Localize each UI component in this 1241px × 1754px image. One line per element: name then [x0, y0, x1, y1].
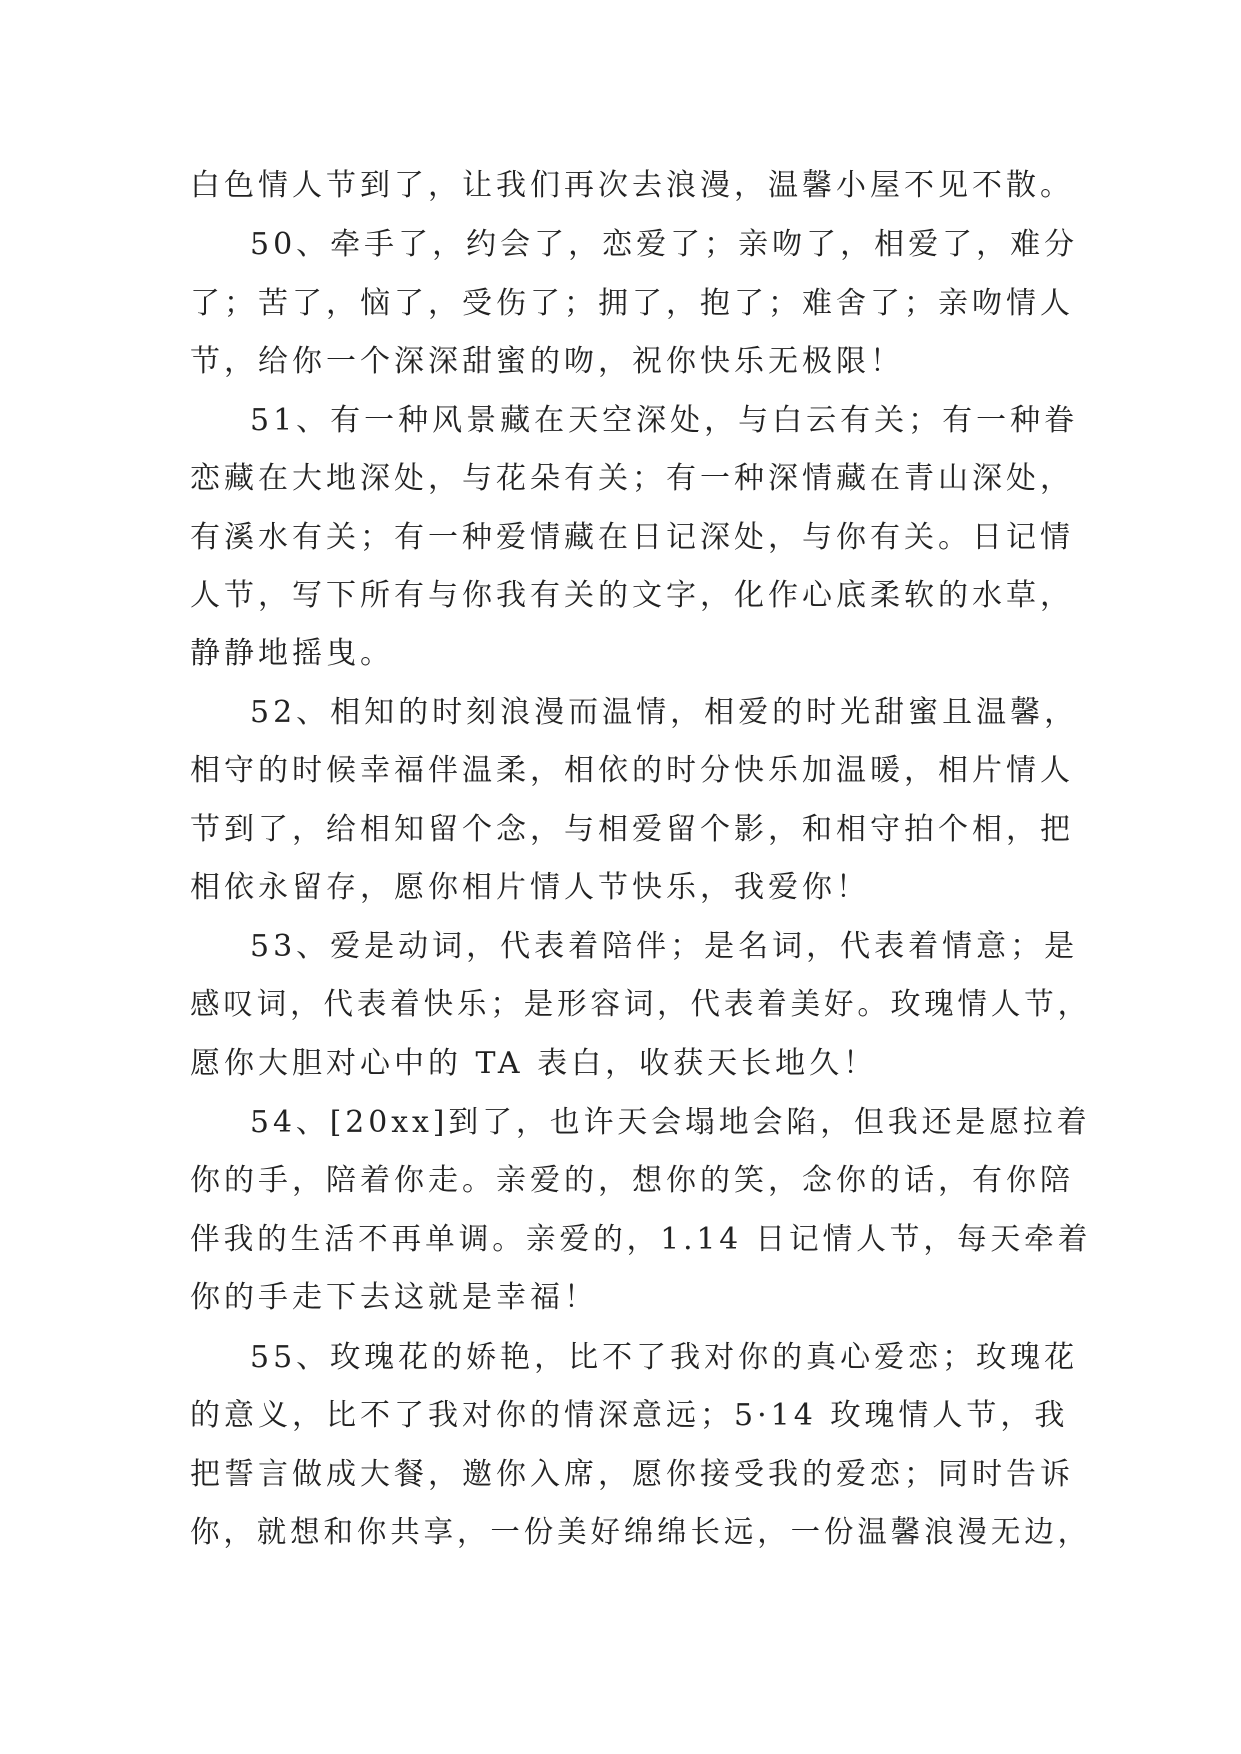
text-line: 的意义，比不了我对你的情深意远；5·14 玫瑰情人节，我: [190, 1398, 1069, 1433]
text-line: 静静地摇曳。: [190, 636, 394, 671]
text-line: 愿你大胆对心中的 TA 表白，收获天长地久！: [190, 1046, 878, 1081]
text-line: 了；苦了，恼了，受伤了；拥了，抱了；难舍了；亲吻情人: [190, 286, 1074, 321]
text-line: 54、[20xx]到了，也许天会塌地会陷，但我还是愿拉着: [250, 1105, 1091, 1140]
text-line: 相依永留存，愿你相片情人节快乐，我爱你！: [190, 870, 870, 905]
text-line: 有溪水有关；有一种爱情藏在日记深处，与你有关。日记情: [190, 520, 1074, 555]
text-line: 52、相知的时刻浪漫而温情，相爱的时光甜蜜且温馨，: [250, 695, 1079, 730]
text-line: 50、牵手了，约会了，恋爱了；亲吻了，相爱了，难分: [250, 227, 1079, 262]
text-line: 53、爱是动词，代表着陪伴；是名词，代表着情意；是: [250, 929, 1079, 964]
text-line: 55、玫瑰花的娇艳，比不了我对你的真心爱恋；玫瑰花: [250, 1340, 1079, 1375]
text-line: 你的手，陪着你走。亲爱的，想你的笑，念你的话，有你陪: [190, 1163, 1074, 1198]
text-line: 把誓言做成大餐，邀你入席，愿你接受我的爱恋；同时告诉: [190, 1457, 1074, 1492]
text-line: 伴我的生活不再单调。亲爱的，1.14 日记情人节，每天牵着: [190, 1222, 1092, 1257]
text-line: 你，就想和你共享，一份美好绵绵长远，一份温馨浪漫无边，: [190, 1515, 1091, 1550]
text-line: 节到了，给相知留个念，与相爱留个影，和相守拍个相，把: [190, 812, 1074, 847]
text-line: 节，给你一个深深甜蜜的吻，祝你快乐无极限！: [190, 344, 904, 379]
text-line: 人节，写下所有与你我有关的文字，化作心底柔软的水草，: [190, 578, 1074, 613]
text-line: 恋藏在大地深处，与花朵有关；有一种深情藏在青山深处，: [190, 461, 1074, 496]
text-line: 相守的时候幸福伴温柔，相依的时分快乐加温暖，相片情人: [190, 753, 1074, 788]
text-line: 白色情人节到了，让我们再次去浪漫，温馨小屋不见不散。: [190, 168, 1074, 203]
text-line: 51、有一种风景藏在天空深处，与白云有关；有一种眷: [250, 403, 1079, 438]
text-line: 你的手走下去这就是幸福！: [190, 1280, 598, 1315]
text-line: 感叹词，代表着快乐；是形容词，代表着美好。玫瑰情人节，: [190, 987, 1091, 1022]
